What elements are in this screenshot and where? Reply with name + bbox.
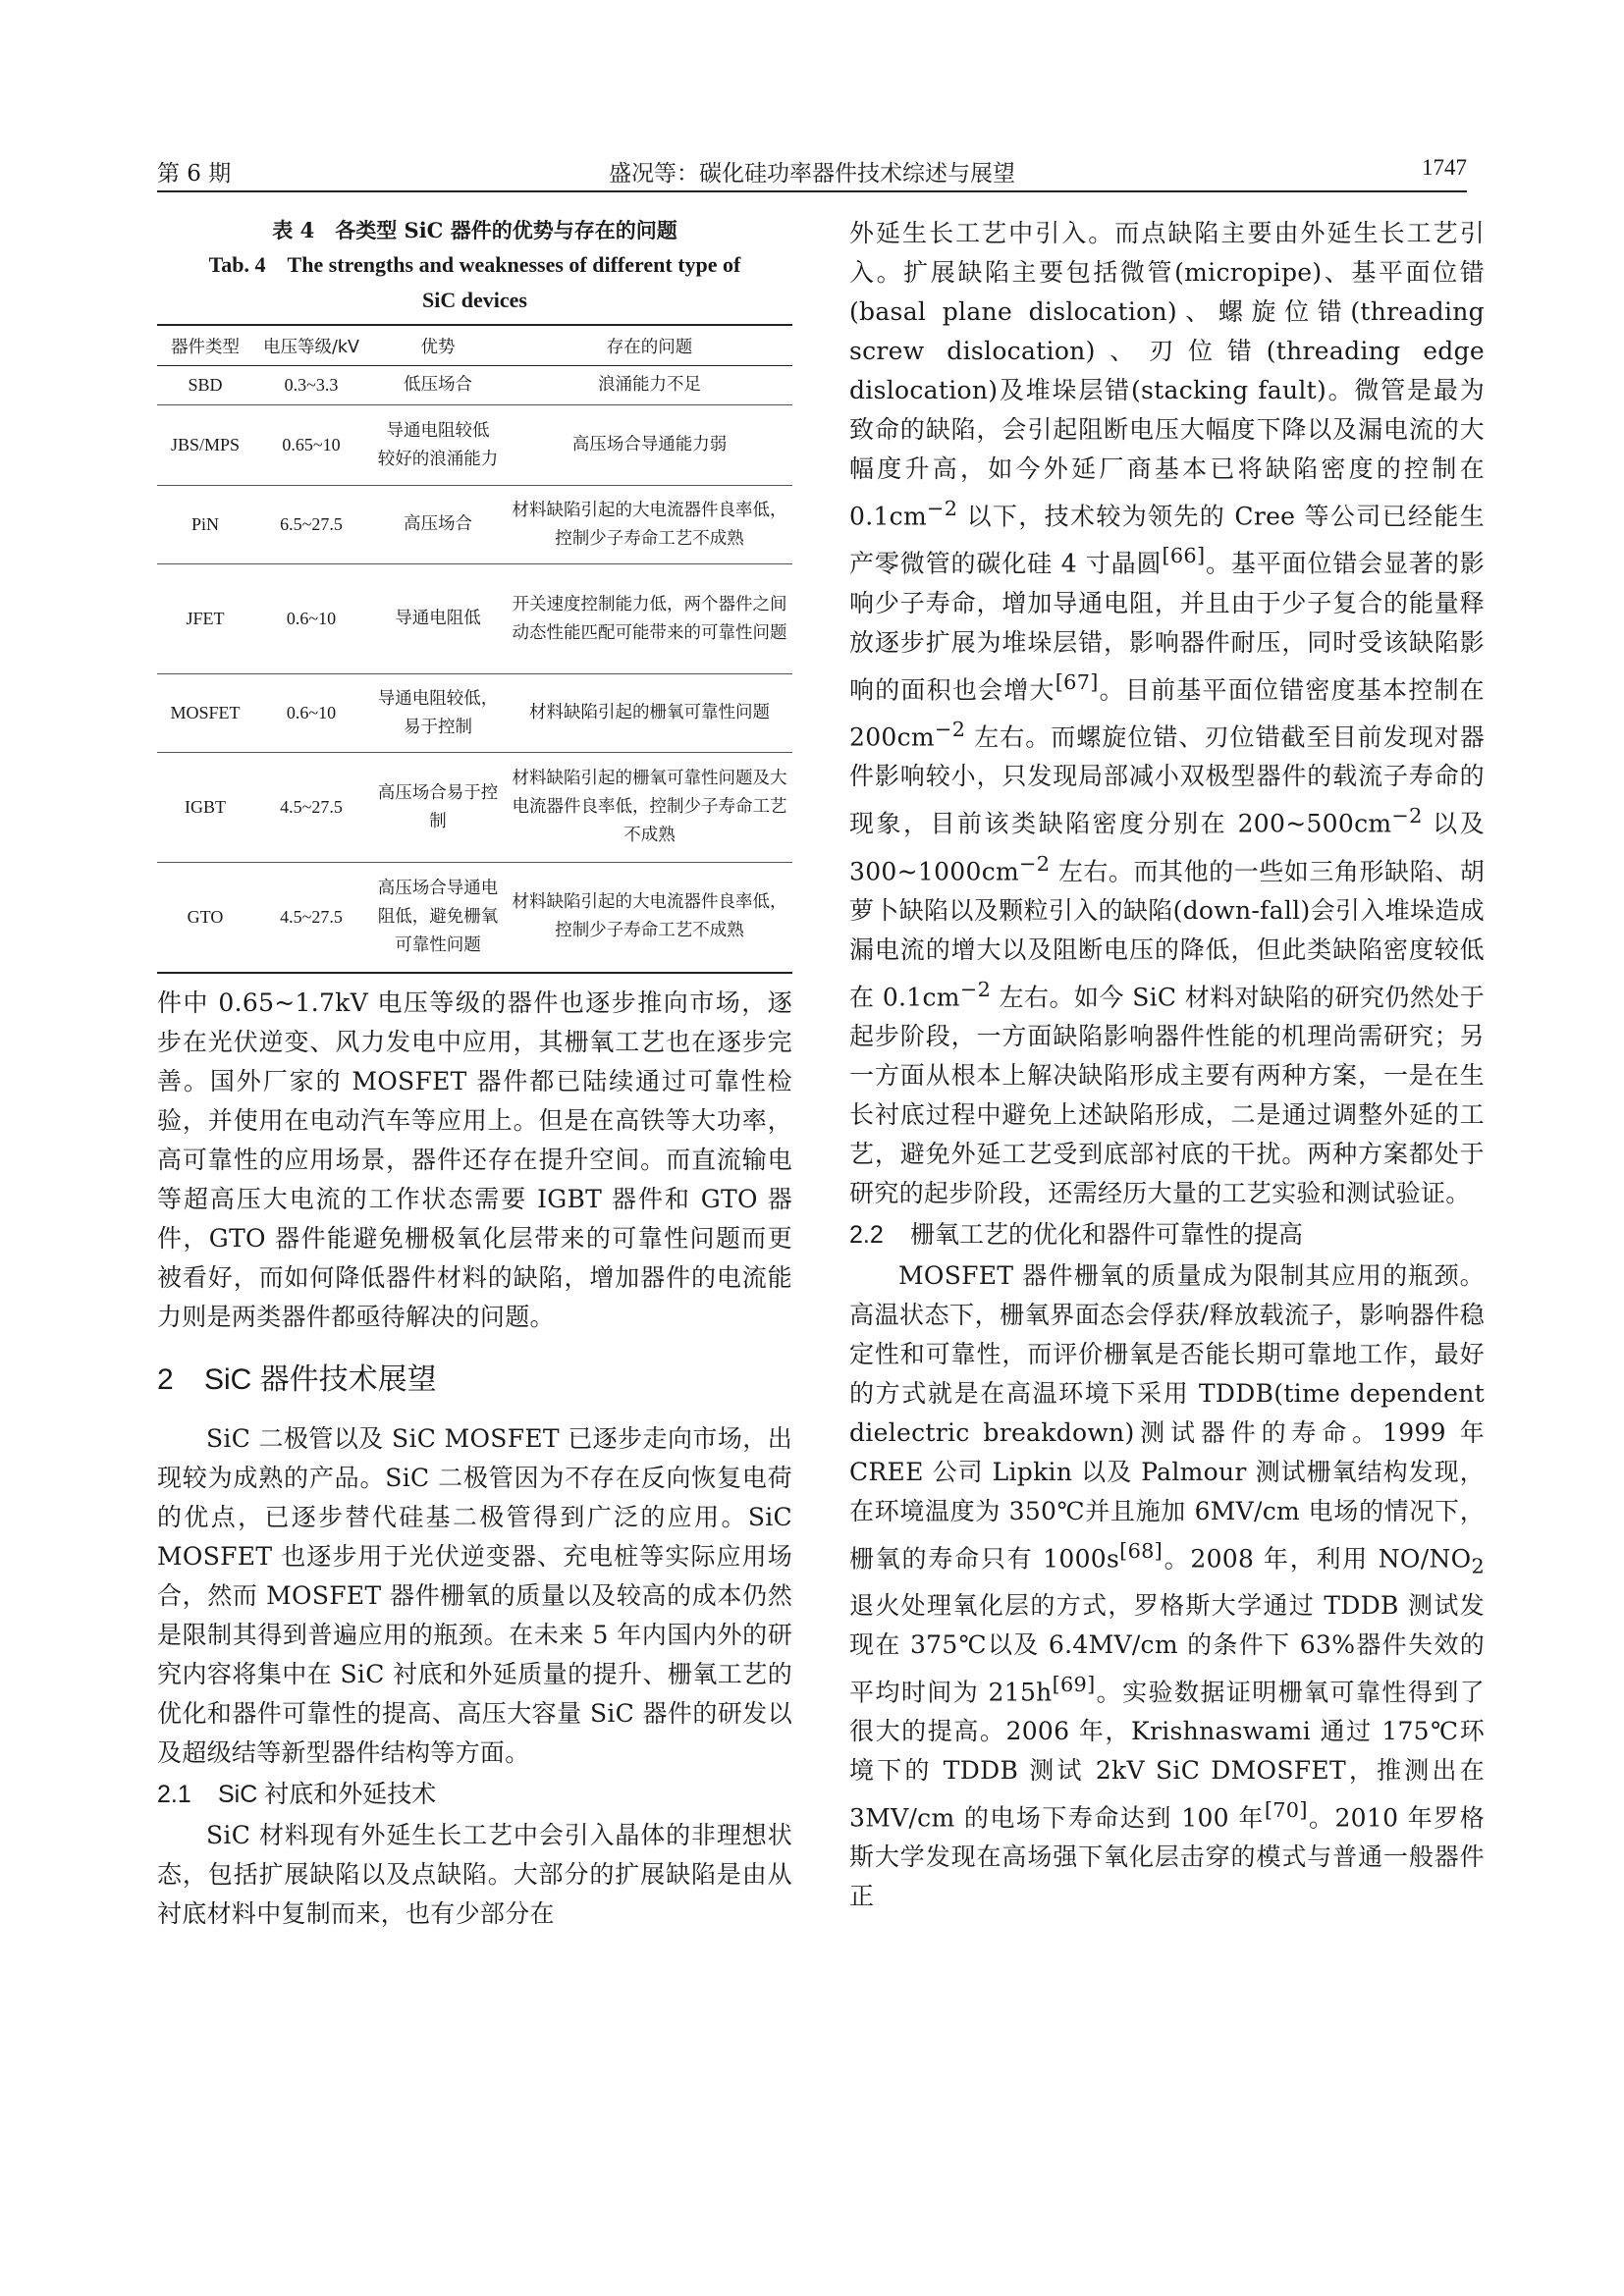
paragraph-market: 件中 0.65~1.7kV 电压等级的器件也逐步推向市场，逐步在光伏逆变、风力发电中应用，其栅氧工艺也在逐步完善。国外厂家的 MOSFET 器件都已陆续通过可靠性检验，并使用在电动汽车等应用上。但是在高铁等大功率，高可靠性的应用场景，器件还存在提升空间。而直流输电等超高压大电流的工作状态需要 IGBT 器件和 GTO 器件，GTO 器件能避免栅极氧化层带来的可靠性问题而更被看好，而如何降低器件材料的缺陷，增加器件的电流能力则是两类器件都亟待解决的问题。	[157, 988, 792, 1331]
text-run: 左右。而其他的一些如三角形缺陷、胡萝卜缺陷以及颗粒引入的缺陷(down-fall)会引入堆垛造成漏电流的增大以及阻断电压的降低，但此类缺陷密度较低在 0.1cm	[849, 856, 1485, 1012]
cell-strength: 导通电阻较低，易于控制	[369, 674, 507, 753]
cell-weakness: 材料缺陷引起的栅氧可靠性问题及大电流器件良率低，控制少子寿命工艺不成熟	[507, 753, 792, 863]
paragraph-gate-oxide	[849, 1256, 1485, 1916]
cell-strength: 高压场合导通电阻低，避免栅氧可靠性问题	[369, 863, 507, 973]
cell-strength: 低压场合	[369, 366, 507, 405]
header-voltage: 电压等级/kV	[253, 325, 369, 366]
table-row	[157, 863, 792, 973]
cell-weakness: 材料缺陷引起的大电流器件良率低，控制少子寿命工艺不成熟	[507, 863, 792, 973]
section-title: 栅氧工艺的优化和器件可靠性的提高	[910, 1221, 1304, 1250]
cell-voltage: 4.5~27.5	[253, 753, 369, 863]
citation: [67]	[1055, 669, 1099, 694]
cell-weakness: 浪涌能力不足	[507, 366, 792, 405]
text-run: 。2010 年罗格斯大学发现在高场强下氧化层击穿的模式与普通一般器件正	[849, 1803, 1485, 1911]
table-row	[157, 674, 792, 753]
citation: [69]	[1052, 1672, 1096, 1696]
text-run: 。目前基平面位错密度基本控制在 200cm	[849, 674, 1485, 752]
cell-strength: 导通电阻低	[369, 564, 507, 674]
device-comparison-table	[157, 324, 792, 974]
text-run: 以及 300~1000cm	[849, 809, 1485, 885]
section-number: 2.1	[157, 1780, 191, 1808]
section-number: 2	[157, 1362, 174, 1396]
cell-type: IGBT	[157, 753, 253, 863]
cell-type: GTO	[157, 863, 253, 973]
cell-voltage: 0.3~3.3	[253, 366, 369, 405]
header-device-type: 器件类型	[157, 325, 253, 366]
table-caption-en-line1: Tab. 4 The strengths and weaknesses of different type of	[208, 252, 741, 277]
section-title: SiC 衬底和外延技术	[218, 1780, 437, 1808]
section-heading-2-2	[849, 1215, 1485, 1255]
table-row	[157, 753, 792, 863]
table-header-row	[157, 325, 792, 366]
cell-voltage: 0.65~10	[253, 405, 369, 486]
page-number: 1747	[1422, 155, 1467, 180]
paragraph-defects	[849, 214, 1485, 1213]
text-run: 退火处理氧化层的方式，罗格斯大学通过 TDDB 测试发现在 375℃以及 6.4MV/cm 的条件下 63%器件失效的平均时间为 215h	[849, 1590, 1485, 1706]
cell-voltage: 4.5~27.5	[253, 863, 369, 973]
table-row	[157, 366, 792, 405]
cell-type: MOSFET	[157, 674, 253, 753]
text-run: 左右。而螺旋位错、刃位错截至目前发现对器件影响较小，只发现局部减小双极型器件的载流子寿命的现象，目前该类缺陷密度分别在 200~500cm	[849, 722, 1485, 838]
text-run: 外延生长工艺中引入。而点缺陷主要由外延生长工艺引入。扩展缺陷主要包括微管(micropipe)、基平面位错(basal plane dislocation)、螺旋位错(threading screw dislocation)、刃位错(threading edge dislocation)及堆垛层错(stacking fault)。微管是最为致命的缺陷，会引起阻断电压大幅度下降以及漏电流的大幅度升高，如今外延厂商基本已将缺陷密度的控制在 0.1cm	[849, 219, 1485, 531]
cell-strength: 导通电阻较低 较好的浪涌能力	[369, 405, 507, 486]
header-weakness: 存在的问题	[507, 325, 792, 366]
superscript: −2	[934, 717, 966, 741]
subscript: 2	[1471, 1554, 1485, 1578]
superscript: −2	[959, 977, 992, 1001]
citation: [66]	[1162, 544, 1206, 568]
citation: [68]	[1119, 1539, 1164, 1564]
right-column	[849, 214, 1485, 1916]
superscript: −2	[1391, 804, 1423, 828]
cell-weakness: 材料缺陷引起的大电流器件良率低，控制少子寿命工艺不成熟	[507, 486, 792, 564]
running-title: 盛况等：碳化硅功率器件技术综述与展望	[609, 161, 1015, 187]
cell-voltage: 0.6~10	[253, 564, 369, 674]
page-header	[157, 155, 1467, 192]
cell-strength: 高压场合易于控制	[369, 753, 507, 863]
cell-voltage: 6.5~27.5	[253, 486, 369, 564]
section-title: SiC 器件技术展望	[204, 1362, 437, 1396]
paragraph-outlook: SiC 二极管以及 SiC MOSFET 已逐步走向市场，出现较为成熟的产品。SiC 二极管因为不存在反向恢复电荷的优点，已逐步替代硅基二极管得到广泛的应用。SiC MOSFET 也逐步用于光伏逆变器、充电桩等实际应用场合，然而 MOSFET 器件栅氧的质量以及较高的成本仍然是限制其得到普遍应用的瓶颈。在未来 5 年内国内外的研究内容将集中在 SiC 衬底和外延质量的提升、栅氧工艺的优化和器件可靠性的提高、高压大容量 SiC 器件的研发以及超级结等新型器件结构等方面。	[157, 1423, 792, 1767]
superscript: −2	[1019, 851, 1051, 876]
text-run: 。基平面位错会显著的影响少子寿命，增加导通电阻，并且由于少子复合的能量释放逐步扩展为堆垛层错，影响器件耐压，同时受该缺陷影响的面积也会增大	[849, 549, 1485, 704]
text-run: MOSFET 器件栅氧的质量成为限制其应用的瓶颈。高温状态下，栅氧界面态会俘获/释放载流子，影响器件稳定性和可靠性，而评价栅氧是否能长期可靠地工作，最好的方式就是在高温环境下采用 TDDB(time dependent dielectric breakdown)测试器件的寿命。1999 年 CREE 公司 Lipkin 以及 Palmour 测试栅氧结构发现，在环境温度为 350℃并且施加 6MV/cm 电场的情况下，栅氧的寿命只有 1000s	[849, 1261, 1485, 1574]
header-strength: 优势	[369, 325, 507, 366]
text-run: 。2008 年，利用 NO/NO	[1163, 1544, 1472, 1574]
table-caption-cn: 表 4 各类型 SiC 器件的优势与存在的问题	[272, 218, 677, 242]
table-row	[157, 564, 792, 674]
cell-weakness: 材料缺陷引起的栅氧可靠性问题	[507, 674, 792, 753]
text-run: 。实验数据证明栅氧可靠性得到了很大的提高。2006 年，Krishnaswami 通过 175℃环境下的 TDDB 测试 2kV SiC DMOSFET，推测出在 3MV/cm 的电场下寿命达到 100 年	[849, 1677, 1485, 1833]
table-caption-en-line2: SiC devices	[422, 288, 527, 312]
paragraph-substrate: SiC 材料现有外延生长工艺中会引入晶体的非理想状态，包括扩展缺陷以及点缺陷。大部分的扩展缺陷是由从衬底材料中复制而来，也有少部分在	[157, 1820, 792, 1928]
section-heading-2	[157, 1359, 792, 1402]
cell-voltage: 0.6~10	[253, 674, 369, 753]
text-run: 左右。如今 SiC 材料对缺陷的研究仍然处于起步阶段，一方面缺陷影响器件性能的机理尚需研究；另一方面从根本上解决缺陷形成主要有两种方案，一是在生长衬底过程中避免上述缺陷形成，二是通过调整外延的工艺，避免外延工艺受到底部衬底的干扰。两种方案都处于研究的起步阶段，还需经历大量的工艺实验和测试验证。	[849, 983, 1486, 1208]
table-row	[157, 405, 792, 486]
table-row	[157, 486, 792, 564]
left-column	[157, 214, 792, 1934]
cell-type: SBD	[157, 366, 253, 405]
cell-type: JBS/MPS	[157, 405, 253, 486]
cell-type: PiN	[157, 486, 253, 564]
section-heading-2-1	[157, 1775, 792, 1814]
section-number: 2.2	[849, 1221, 884, 1250]
cell-strength: 高压场合	[369, 486, 507, 564]
citation: [70]	[1264, 1797, 1308, 1822]
cell-weakness: 高压场合导通能力弱	[507, 405, 792, 486]
issue-number: 第 6 期	[157, 161, 232, 187]
cell-weakness: 开关速度控制能力低，两个器件之间动态性能匹配可能带来的可靠性问题	[507, 564, 792, 674]
text-run: 以下，技术较为领先的 Cree 等公司已经能生产零微管的碳化硅 4 寸晶圆	[849, 502, 1485, 578]
superscript: −2	[926, 497, 958, 520]
cell-type: JFET	[157, 564, 253, 674]
